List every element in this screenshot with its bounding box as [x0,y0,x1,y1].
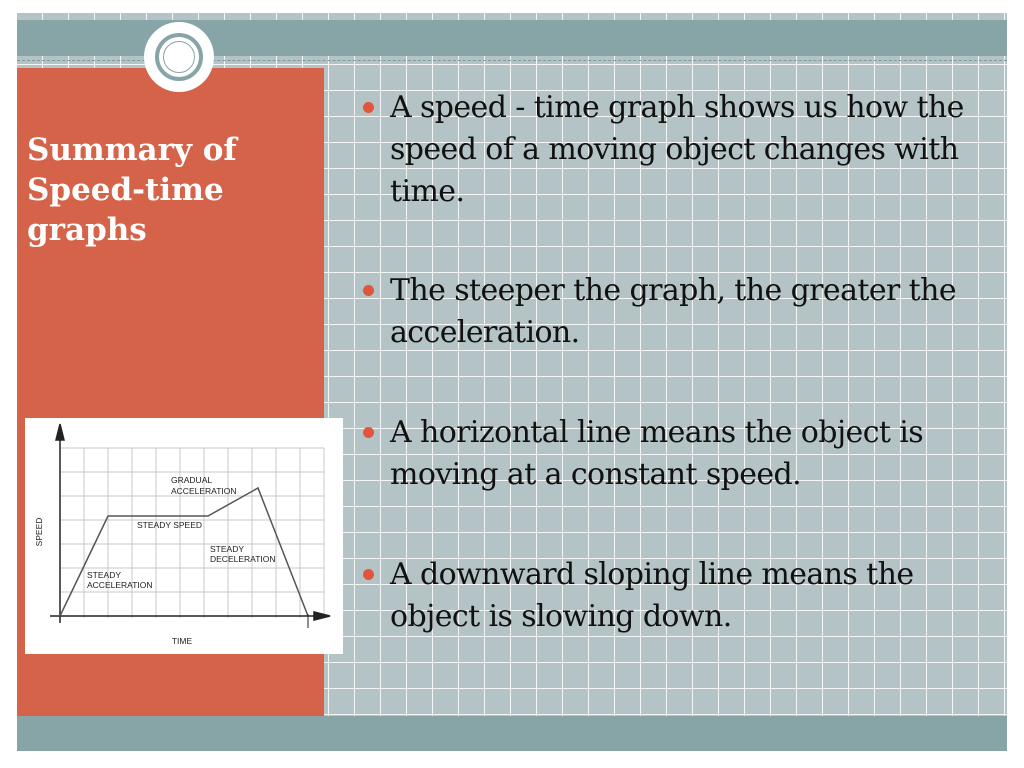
bullet-text: A speed - time graph shows us how the speed of a moving object changes with time. [390,90,964,209]
label-steady-deceleration-2: DECELERATION [210,554,276,564]
slide-title: Summary of Speed-time graphs [27,132,237,248]
label-steady-speed: STEADY SPEED [137,520,203,530]
bullet-dot-icon [363,427,374,438]
y-axis-arrow-icon [56,424,64,440]
label-gradual-acceleration-1: GRADUAL [171,475,213,485]
bottom-band [17,716,1007,751]
badge-ring-inner [163,41,195,73]
bullet-text: The steeper the graph, the greater the acceleration. [390,273,956,350]
label-steady-acceleration-2: ACCELERATION [87,580,153,590]
bullet-text: A downward sloping line means the object is slowing down. [390,557,914,634]
label-gradual-acceleration-2: ACCELERATION [171,486,237,496]
badge-ring [155,33,203,81]
bullet-dot-icon [363,569,374,580]
bullet-text: A horizontal line means the object is moving at a constant speed. [390,415,924,492]
bullet-dot-icon [363,285,374,296]
speed-time-figure [25,418,343,654]
x-axis-arrow-icon [314,612,330,620]
speed-time-graph [25,418,343,654]
label-steady-deceleration-1: STEADY [210,544,245,554]
circle-badge-icon [144,22,214,92]
speed-line [60,488,308,616]
slide-frame [17,13,1007,751]
label-steady-acceleration-1: STEADY [87,570,122,580]
ylabel: SPEED [34,517,44,547]
xlabel: TIME [171,636,193,646]
bullet-dot-icon [363,102,374,113]
